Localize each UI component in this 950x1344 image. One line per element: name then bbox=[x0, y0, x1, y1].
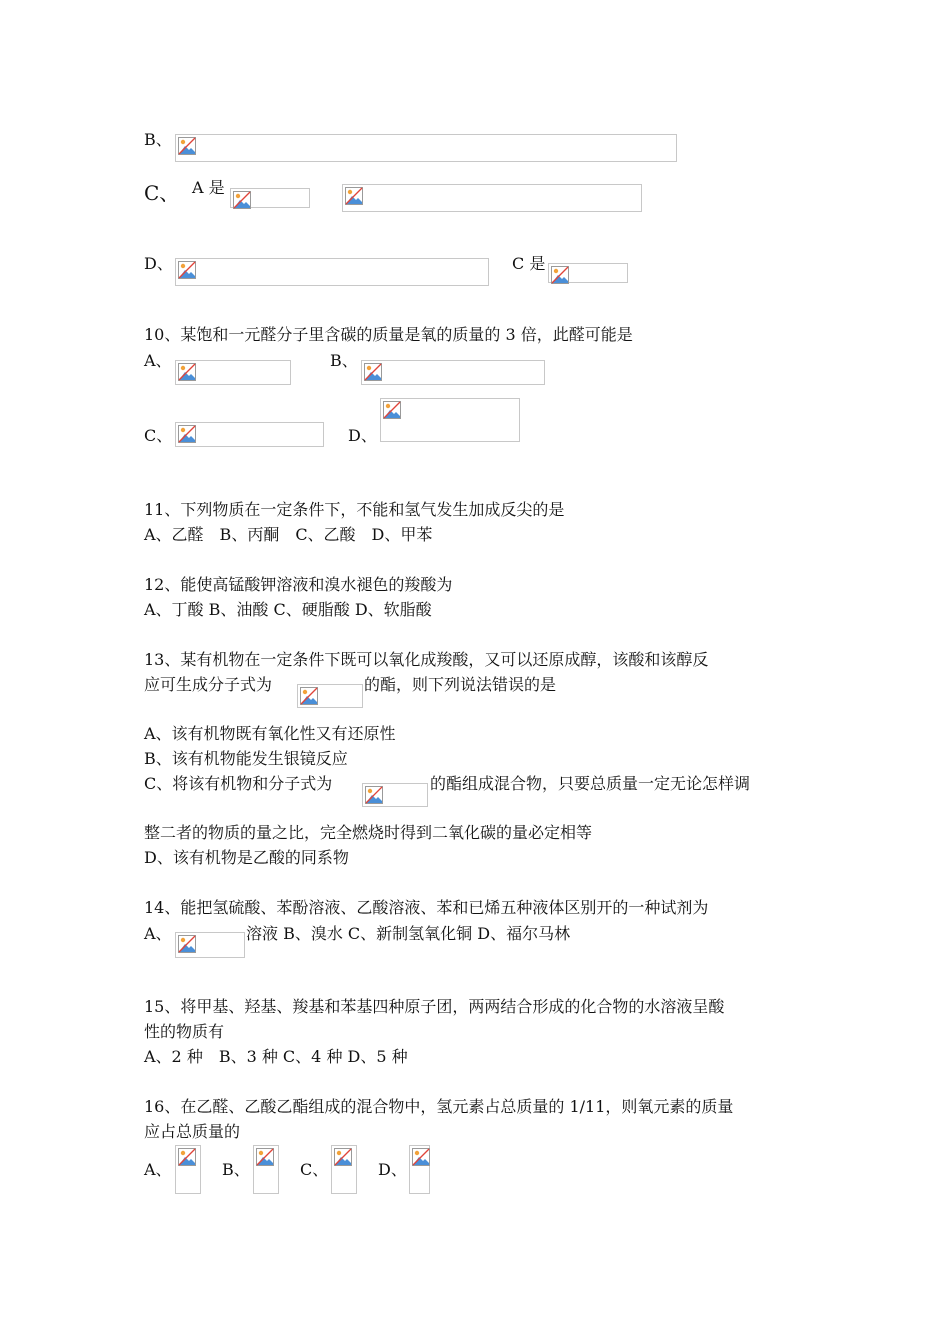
q9-option-c-image-2 bbox=[342, 184, 642, 212]
q13-option-b: B、该有机物能发生银镜反应 bbox=[144, 749, 348, 768]
q13-formula-image-2 bbox=[362, 783, 428, 807]
q13-option-c-pre: C、将该有机物和分子式为 bbox=[144, 774, 333, 793]
q10-option-c: C、 bbox=[144, 426, 173, 445]
q11-stem: 11、下列物质在一定条件下，不能和氢气发生加成反尖的是 bbox=[144, 500, 565, 519]
q14-option-a-image bbox=[175, 932, 245, 958]
q14-stem: 14、能把氢硫酸、苯酚溶液、乙酸溶液、苯和已烯五种液体区别开的一种试剂为 bbox=[144, 898, 709, 917]
q10-stem: 10、某饱和一元醛分子里含碳的质量是氧的质量的 3 倍，此醛可能是 bbox=[144, 325, 633, 344]
broken-image-icon bbox=[412, 1148, 430, 1166]
q13-option-c-post: 的酯组成混合物，只要总质量一定无论怎样调 bbox=[430, 774, 751, 793]
q16-option-c-image bbox=[331, 1145, 357, 1194]
q13-option-d: D、该有机物是乙酸的同系物 bbox=[144, 848, 349, 867]
q10-option-a: A、 bbox=[144, 351, 172, 370]
q10-option-b: B、 bbox=[330, 351, 358, 370]
q13-formula-image-1 bbox=[297, 684, 363, 708]
q16-option-d: D、 bbox=[378, 1160, 407, 1179]
broken-image-icon bbox=[364, 363, 382, 381]
broken-image-icon bbox=[178, 363, 196, 381]
q16-option-a-image bbox=[175, 1145, 201, 1194]
q9-option-d-image bbox=[175, 258, 489, 286]
q10-option-d: D、 bbox=[348, 426, 377, 445]
q16-option-b-image bbox=[253, 1145, 279, 1194]
q16-stem-line-1: 16、在乙醛、乙酸乙酯组成的混合物中，氢元素占总质量的 1/11，则氧元素的质量 bbox=[144, 1097, 734, 1116]
broken-image-icon bbox=[178, 261, 196, 279]
q10-option-a-image bbox=[175, 360, 291, 385]
q13-stem-line-2-post: 的酯，则下列说法错误的是 bbox=[364, 675, 557, 694]
q9-option-d-image-2 bbox=[548, 263, 628, 283]
q12-stem: 12、能使高锰酸钾溶液和溴水褪色的羧酸为 bbox=[144, 575, 453, 594]
q9-option-d-c-label: C 是 bbox=[512, 254, 546, 273]
broken-image-icon bbox=[334, 1148, 352, 1166]
q15-stem-line-1: 15、将甲基、羟基、羧基和苯基四种原子团，两两结合形成的化合物的水溶液呈酸 bbox=[144, 997, 725, 1016]
broken-image-icon bbox=[233, 191, 251, 209]
broken-image-icon bbox=[551, 266, 569, 284]
q10-option-b-image bbox=[361, 360, 545, 385]
q13-option-c-line-2: 整二者的物质的量之比，完全燃烧时得到二氧化碳的量必定相等 bbox=[144, 823, 593, 842]
q9-option-c-image-1 bbox=[230, 188, 310, 208]
q10-option-d-image bbox=[380, 398, 520, 442]
q9-option-d: D、 bbox=[144, 254, 173, 273]
q16-option-a: A、 bbox=[144, 1160, 172, 1179]
q14-option-a: A、 bbox=[144, 924, 172, 943]
q13-stem-line-2-pre: 应可生成分子式为 bbox=[144, 675, 273, 694]
q9-option-c-a-label: A 是 bbox=[192, 178, 225, 197]
q16-option-c: C、 bbox=[300, 1160, 329, 1179]
broken-image-icon bbox=[178, 935, 196, 953]
broken-image-icon bbox=[178, 425, 196, 443]
q9-option-c: C、 bbox=[144, 181, 180, 205]
broken-image-icon bbox=[300, 687, 318, 705]
broken-image-icon bbox=[178, 1148, 196, 1166]
q15-stem-line-2: 性的物质有 bbox=[144, 1022, 225, 1041]
broken-image-icon bbox=[383, 401, 401, 419]
q9-option-b: B、 bbox=[144, 130, 172, 149]
broken-image-icon bbox=[345, 187, 363, 205]
q15-options: A、2 种 B、3 种 C、4 种 D、5 种 bbox=[144, 1047, 408, 1066]
q13-option-a: A、该有机物既有氧化性又有还原性 bbox=[144, 724, 396, 743]
q9-option-b-image bbox=[175, 134, 677, 162]
q13-stem-line-1: 13、某有机物在一定条件下既可以氧化成羧酸，又可以还原成醇，该酸和该醇反 bbox=[144, 650, 709, 669]
q16-stem-line-2: 应占总质量的 bbox=[144, 1122, 241, 1141]
q16-option-d-image bbox=[409, 1145, 430, 1194]
q14-options-rest: 溶液 B、溴水 C、新制氢氧化铜 D、福尔马林 bbox=[246, 924, 571, 943]
q12-options: A、丁酸 B、油酸 C、硬脂酸 D、软脂酸 bbox=[144, 600, 432, 619]
q10-option-c-image bbox=[175, 422, 324, 447]
broken-image-icon bbox=[365, 786, 383, 804]
q11-options: A、乙醛 B、丙酮 C、乙酸 D、甲苯 bbox=[144, 525, 433, 544]
broken-image-icon bbox=[256, 1148, 274, 1166]
q16-option-b: B、 bbox=[222, 1160, 250, 1179]
broken-image-icon bbox=[178, 137, 196, 155]
